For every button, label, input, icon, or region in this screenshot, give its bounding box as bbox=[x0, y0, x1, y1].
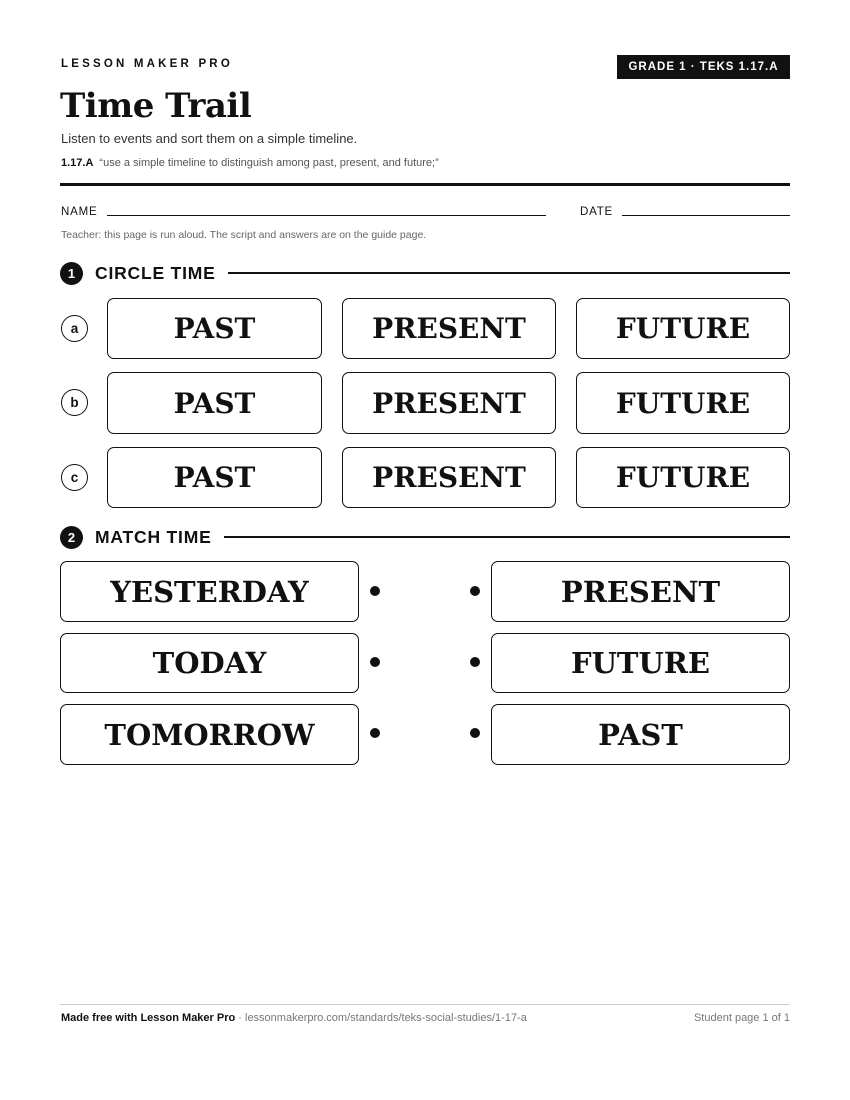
match-dot-right[interactable] bbox=[470, 728, 480, 738]
section-number-badge: 2 bbox=[60, 526, 83, 549]
header-divider bbox=[60, 183, 790, 186]
section-divider bbox=[228, 272, 790, 274]
row-letter-a: a bbox=[61, 315, 88, 342]
match-dot-left[interactable] bbox=[370, 657, 380, 667]
footer-divider bbox=[60, 1004, 790, 1005]
match-dot-left[interactable] bbox=[370, 728, 380, 738]
standard-text: “use a simple timeline to distinguish among past, present, and future;” bbox=[99, 157, 439, 169]
footer-credit bbox=[61, 1012, 527, 1024]
page-subtitle: Listen to events and sort them on a simple timeline. bbox=[61, 131, 358, 146]
section-title: CIRCLE TIME bbox=[95, 262, 216, 283]
standard-line bbox=[61, 157, 439, 169]
option-past-b[interactable]: PAST bbox=[107, 372, 322, 434]
footer-page-number: Student page 1 of 1 bbox=[693, 1012, 790, 1024]
name-field[interactable] bbox=[107, 215, 546, 216]
standard-code: 1.17.A bbox=[61, 157, 94, 169]
teacher-note: Teacher: this page is run aloud. The script and answers are on the guide page. bbox=[61, 229, 427, 241]
footer-made-by: Made free with Lesson Maker Pro bbox=[61, 1012, 236, 1024]
grade-badge: GRADE 1 · TEKS 1.17.A bbox=[617, 55, 790, 79]
date-field[interactable] bbox=[622, 215, 790, 216]
option-future-c[interactable]: FUTURE bbox=[576, 447, 790, 508]
option-present-b[interactable]: PRESENT bbox=[342, 372, 556, 434]
match-dot-right[interactable] bbox=[470, 586, 480, 596]
match-left-tomorrow[interactable]: TOMORROW bbox=[60, 704, 359, 765]
section-match-time-heading bbox=[60, 525, 790, 549]
option-future-b[interactable]: FUTURE bbox=[576, 372, 790, 434]
option-present-c[interactable]: PRESENT bbox=[342, 447, 556, 508]
name-label: NAME bbox=[61, 206, 98, 218]
brand-name: LESSON MAKER PRO bbox=[61, 58, 233, 70]
date-label: DATE bbox=[580, 206, 614, 218]
match-dot-right[interactable] bbox=[470, 657, 480, 667]
option-present-a[interactable]: PRESENT bbox=[342, 298, 556, 359]
section-circle-time-heading bbox=[60, 261, 790, 285]
section-title: MATCH TIME bbox=[95, 526, 212, 547]
row-letter-b: b bbox=[61, 389, 88, 416]
footer-url[interactable]: · lessonmakerpro.com/standards/teks-social-studies/1-17-a bbox=[235, 1012, 527, 1024]
page-title: Time Trail bbox=[60, 86, 252, 126]
option-past-a[interactable]: PAST bbox=[107, 298, 322, 359]
match-right-present[interactable]: PRESENT bbox=[491, 561, 790, 622]
match-right-future[interactable]: FUTURE bbox=[491, 633, 790, 693]
row-letter-c: c bbox=[61, 464, 88, 491]
option-past-c[interactable]: PAST bbox=[107, 447, 322, 508]
match-right-past[interactable]: PAST bbox=[491, 704, 790, 765]
match-left-today[interactable]: TODAY bbox=[60, 633, 359, 693]
section-divider bbox=[224, 536, 790, 538]
match-left-yesterday[interactable]: YESTERDAY bbox=[60, 561, 359, 622]
option-future-a[interactable]: FUTURE bbox=[576, 298, 790, 359]
match-dot-left[interactable] bbox=[370, 586, 380, 596]
section-number-badge: 1 bbox=[60, 262, 83, 285]
